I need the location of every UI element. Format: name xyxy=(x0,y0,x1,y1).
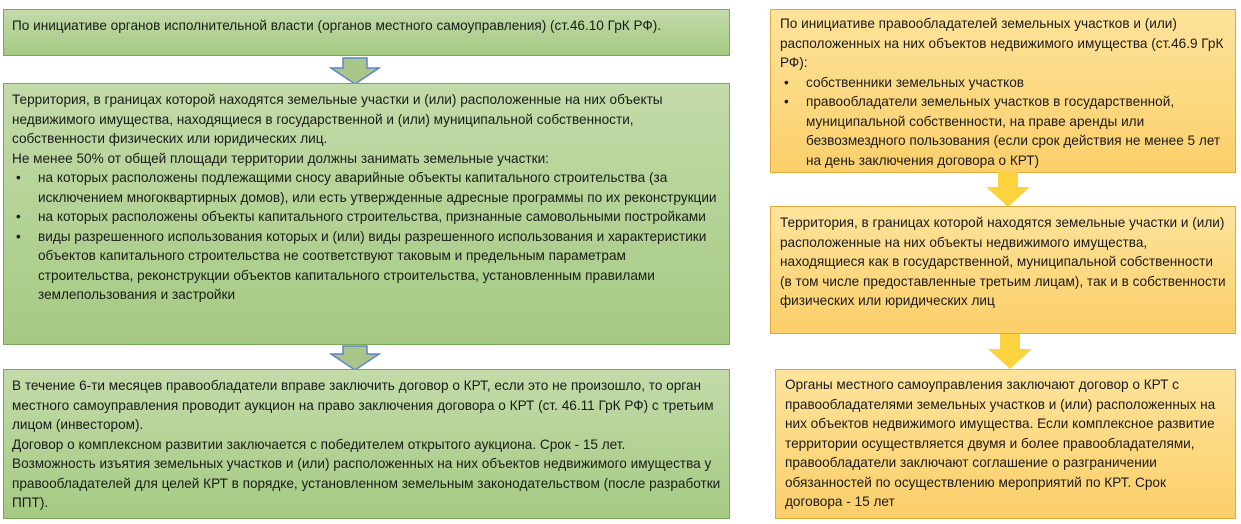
down-arrow-icon xyxy=(987,334,1033,370)
right-box-initiative-owners xyxy=(770,9,1236,173)
left-box3-p2: Договор о комплексном развитии заключается с победителем открытого аукциона. Срок - 15 лет. xyxy=(12,436,626,452)
right-box2-text: Территория, в границах которой находятся земельные участки и (или) расположенные на них объекты недвижимого имущества, находящиеся как в государственной, муниципальной собственности (в том числе предоставленные третьим лицам), так и в собственности физических или юридических лиц xyxy=(780,215,1226,308)
left-box2-intro: Территория, в границах которой находятся земельные участки и (или) расположенные на них объекты недвижимого имущества, находящиеся в государственной и (или) муниципальной собственности, собственности физических или юридических лиц. xyxy=(12,92,663,146)
right-box-agreement xyxy=(775,369,1236,519)
down-arrow-icon xyxy=(329,345,381,371)
left-box2-item: • на которых расположены подлежащими сносу аварийные объекты капитального строительства (за исключением многоквартирных домов), или есть утвержденные адресные программы по их реконструкции xyxy=(38,168,721,207)
left-box2-list xyxy=(12,168,721,305)
right-box1-list xyxy=(780,73,1226,171)
left-box3-p3: Возможность изъятия земельных участков и (или) расположенных на них объектов недвижимого имущества у правообладателей для целей КРТ в порядке, установленном земельным законодательством (после разработки ППТ). xyxy=(12,456,721,510)
left-box2-item: • виды разрешенного использования которых и (или) виды разрешенного использования и характеристики объектов капитального строительства не соответствуют таковым и предельным параметрам строительства, реконструкции объектов капитального строительства, установленным правилами землепользования и застройки xyxy=(38,227,721,305)
left-box1-text: По инициативе органов исполнительной власти (органов местного самоуправления) (ст.46.10 ГрК РФ). xyxy=(12,18,662,33)
down-arrow-icon xyxy=(985,172,1031,208)
left-box-initiative-authorities xyxy=(3,9,730,56)
right-box3-text: Органы местного самоуправления заключают договор о КРТ с правообладателями земельных участков и (или) расположенных на них объектов недвижимого имущества. Если комплексное развитие территории осуществляется двумя и более правообладателями, правообладатели заключают соглашение о разграничении обязанностей по осуществлению мероприятий по КРТ. Срок договора - 15 лет xyxy=(785,377,1216,509)
down-arrow-icon xyxy=(329,57,381,85)
left-box-territory xyxy=(3,83,730,345)
left-box2-lead: Не менее 50% от общей площади территории должны занимать земельные участки: xyxy=(12,150,549,166)
left-box-contract xyxy=(3,369,730,519)
right-box-territory xyxy=(770,206,1236,334)
right-box1-item: • собственники земельных участков xyxy=(806,73,1226,93)
left-box2-item: • на которых расположены объекты капитального строительства, признанные самовольными постройками xyxy=(38,207,721,227)
right-box1-lead: По инициативе правообладателей земельных участков и (или) расположенных на них объектов недвижимого имущества (ст.46.9 ГрК РФ): xyxy=(780,16,1224,70)
right-box1-item: • правообладатели земельных участков в государственной, муниципальной собственности, на праве аренды или безвозмездного пользования (если срок действия не менее 5 лет на день заключения договора о КРТ) xyxy=(806,92,1226,170)
left-box3-p1: В течение 6-ти месяцев правообладатели вправе заключить договор о КРТ, если это не произошло, то орган местного самоуправления проводит аукцион на право заключения договора о КРТ (ст. 46.11 ГрК РФ) с третьим лицом (инвестором). xyxy=(12,378,714,432)
